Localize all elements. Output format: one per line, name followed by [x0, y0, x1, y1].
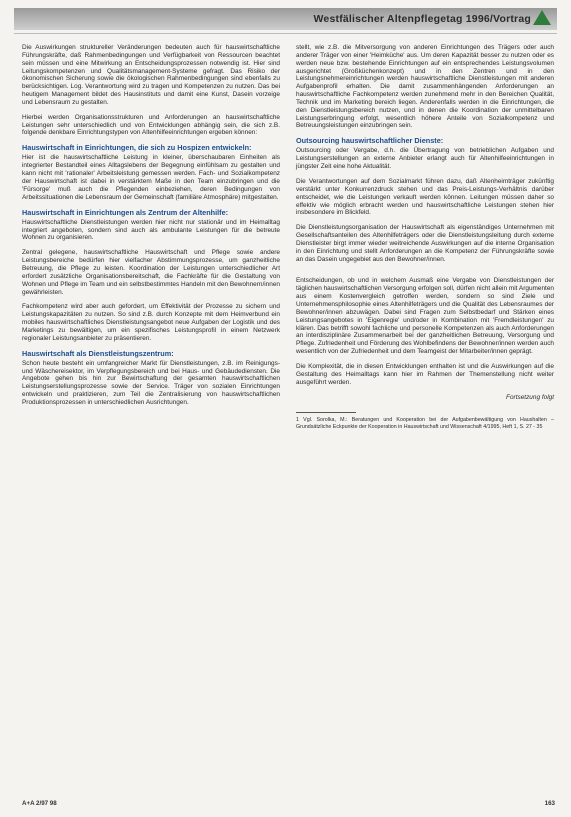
section-text-outsourcing-3: Die Dienstleistungsorganisation der Hauswirtschaft als eigenständiges Unternehmen mit Gesellschaftsanteilen des Altenhilfeträgers oder die Dienstleistungsleitung durch externe Dienstleister birgt immer wieder weitreichende Auswirkungen auf die interne Organisation in den Einrichtung und stellt Anforderungen an die Kompetenz der Führungskräfte sowie an das Dasein ungegebiet aus den Bewohner/innen. [296, 224, 554, 263]
triangle-logo-icon [533, 10, 551, 25]
section-text-zentrum-3: Fachkompetenz wird aber auch gefordert, um Effektivität der Prozesse zu sichern und Leistungskapazitäten zu nutzen. So sind z.B. durch Konzepte mit dem Heimverbund ein mobiles hauswirtschaftliches Dienstleistungsangebot neue Aufgaben der Logistik und des Marketings zu bewältigen, um ein spezifisches Leistungsprofil in einem Netzwerk regionaler Leistungsanbieter zu präsentieren. [22, 303, 280, 342]
section-heading-hospiz: Hauswirtschaft in Einrichtungen, die sich zu Hospizen entwickeln: [22, 143, 252, 153]
footnote-rule [296, 412, 356, 413]
section-text-zentrum-2: Zentral gelegene, hauswirtschaftliche Hauswirtschaft und Pflege sowie andere Leistungsbereiche bedürfen hier vielfacher Abstimmungsprozesse, um ganzheitliche Betreuung, die Pflege zu leisten. Koordination der Leistungen unterschiedlicher Art erfordert zusätzliche Organisationsbereitschaft, die Fachkräfte für die Gestaltung von Wohnen und Pflege im Team und ein selbstbestimmtes Handeln mit den Bewohnern/innen gewährleisten. [22, 249, 280, 296]
page-number: 163 [544, 800, 555, 807]
section-heading-zentrum: Hauswirtschaft in Einrichtungen als Zentrum der Altenhilfe: [22, 207, 229, 217]
section-text-hospiz: Hier ist die hauswirtschaftliche Leistung in kleiner, überschaubaren Einheiten als integrierter Bestandteil eines Alltagslebens der Begegnung einfühlsam zu gestalten und kann nicht mit 'rationaler' Arbeitsleistung gemessen werden. Fach- und Sozialkompetenz der Hauswirtschaft ist dabei in verstärktem Maße in den Team einzubringen und die 'Fürsorge' muß auch die Pflegenden einbeziehen, deren Bedingungen von Arbeitssituationen die Lebensraum der Gemeinschaft (familiäre Atmosphäre) mitgestalten. [22, 154, 280, 201]
intro-paragraph-1: Die Auswirkungen struktureller Veränderungen bedeuten auch für hauswirtschaftliche Führungskräfte, daß Rahmenbedingungen und Verfügbarkeit von Ressourcen beachtet sein müssen und eine Mitwirkung an Entscheidungsprozessen notwendig ist. Hier sind Leitungskompetenzen und Qualitätsmanagement-Systeme gefragt. Das Risiko der ökonomischen Sicherung sowie die ökologischen Rahmenbedingungen sind ebenfalls zu berücksichtigen. Log. Verantwortung wird zu tragen und Kompetenzen zu nutzen. Das bei heutigem Management bildet des Hausinstituts und damit eine Kunst, Dasein vorzeige und Lebensraum zu gestalten. [22, 44, 280, 106]
left-column [22, 44, 280, 414]
continuation-note: Fortsetzung folgt [506, 394, 554, 402]
section-text-zentrum-1: Hauswirtschaftliche Dienstleistungen werden hier nicht nur stationär und im Heimalltag integriert angeboten, sondern sind auch als ambulante Leistungen für die betreute Wohnen zu organisieren. [22, 218, 280, 242]
right-paragraph-3: Die Komplexität, die in diesen Entwicklungen enthalten ist und die Auswirkungen auf die Gestaltung des Heimalltags kann hier im Rahmen der Themenstellung nicht weiter ausgeführt werden. [296, 362, 554, 386]
right-column [296, 44, 554, 430]
section-text-outsourcing-2: Die Verantwortungen auf dem Sozialmarkt führen dazu, daß Altenheimträger zukünftig verstärkt unter Konkurrenzdruck stehen und das Preis-Leistungs-Verhältnis darüber entscheidet, wie die Leistungen verkauft werden können. Leitungen müssen daher so effektiv wie möglich erbracht werden und hauswirtschaftliche Leistungen stehen hier insbesondere im Blickfeld. [296, 178, 554, 217]
section-text-dienstleistung: Schon heute besteht ein umfangreicher Markt für Dienstleistungen, z.B. im Reinigungs- und Wäschereisektor, im Verpflegungsbereich und bei Haus- und Gebäudediensten. Die Angebote gehen bis hin zur Bewirtschaftung der gesamten hauswirtschaftlichen Leistungserstellungsprozesse sowie der Service. Träger von sozialen Einrichtungen entwickeln und praktizieren, zum Teil die Zentralisierung von hauswirtschaftlichen Produktionsprozessen in unterschiedlichen Ausrichtungen. [22, 359, 280, 406]
section-heading-outsourcing: Outsourcing hauswirtschaftlicher Dienste: [296, 136, 444, 146]
header-rule [14, 33, 557, 34]
header-title: Westfälischer Altenpflegetag 1996/Vortrag [313, 13, 531, 25]
right-paragraph-2: Entscheidungen, ob und in welchem Ausmaß eine Vergabe von Dienstleistungen der täglichen hauswirtschaftlichen Versorgung erfolgen soll, dürfen nicht allein mit Argumenten aus einem Kostenvergleich getroffen werden, sondern so sind Ziele und Unternehmensphilosophie eines Altenhilfeträgers und die Qualität des Lebensraumes der Bewohner/innen abzuwägen. Dabei sind Fragen zum Selbstbedarf und Stärken eines Leistungsangebotes in 'Eigenregie' und/oder in Kombination mit 'Fremdleistungen' zu klären. Das betrifft sowohl fachliche und personelle Kompetenzen als auch Anforderungen an interdisziplinäre Zusammenarbeit bei der ganzheitlichen Betreuung, Versorgung und Pflege. Zufriedenheit und Förderung des Wohlbefindens der Bewohner/innen werden auch wesentlich von der Zufriedenheit und dem Teamgeist der Mitarbeiter/innen geprägt. [296, 277, 554, 356]
section-heading-dienstleistung: Hauswirtschaft als Dienstleistungszentrum: [22, 348, 174, 358]
footnote: 1 Vgl. Sorolka, M.: Beratungen und Kooperation bei der Aufgabenbewältigung von Haushalten – Grundsätzliche Eckpunkte der Kooperation in Hauswirtschaft und Wissenschaft 4/1995, Heft 1, S. 27 - 35 [296, 417, 554, 430]
section-text-outsourcing-1: Outsourcing oder Vergabe, d.h. die Übertragung von betrieblichen Aufgaben und Leistungserstellungen an externe Anbieter erlangt auch für Altenhilfeeinrichtungen in jüngster Zeit eine hohe Aktualität. [296, 147, 554, 171]
right-paragraph-1: stellt, wie z.B. die Mitversorgung von anderen Einrichtungen des Trägers oder auch anderer Träger von einer 'Heimküche' aus. Um deren Kapazität besser zu nutzen oder es werden neue bzw. bestehende Einrichtungen auf ein entsprechendes Leistungsvolumen ausgerichtet (Großküchenkonzept) und in den Zentren und in den Leistungsnehmereinrichtungen werden hauswirtschaftliche Dienstleistungen mit anderen Aufgabenprofil erhalten. Die damit zusammenhängenden Anforderungen an hauswirtschaftliche Fachkompetenz werden zunehmend mehr in den Bereichen Qualität, Technik und im Marketing bereich liegen. Anderenfalls werden in die Einrichtungen, die den Dienstleistungsbereich nutzen, und in denen die Koordination der unmittelbaren Leistungserbringung erfolgt, wesentlich höhere Anteile von Sozialkompetenz und Betreuungsleistungen einzubringen sein. [296, 44, 554, 130]
footer-issue: A+A 2/97 98 [22, 800, 57, 807]
intro-paragraph-2: Hierbei werden Organisationsstrukturen und Anforderungen an hauswirtschaftliche Leistungen sehr unterschiedlich und von Entwicklungen abhängig sein, die sich z.B. folgende denkbare Einrichtungstypen von Altenhilfeeinrichtungen ergeben können: [22, 113, 280, 137]
header-bar [14, 8, 557, 30]
